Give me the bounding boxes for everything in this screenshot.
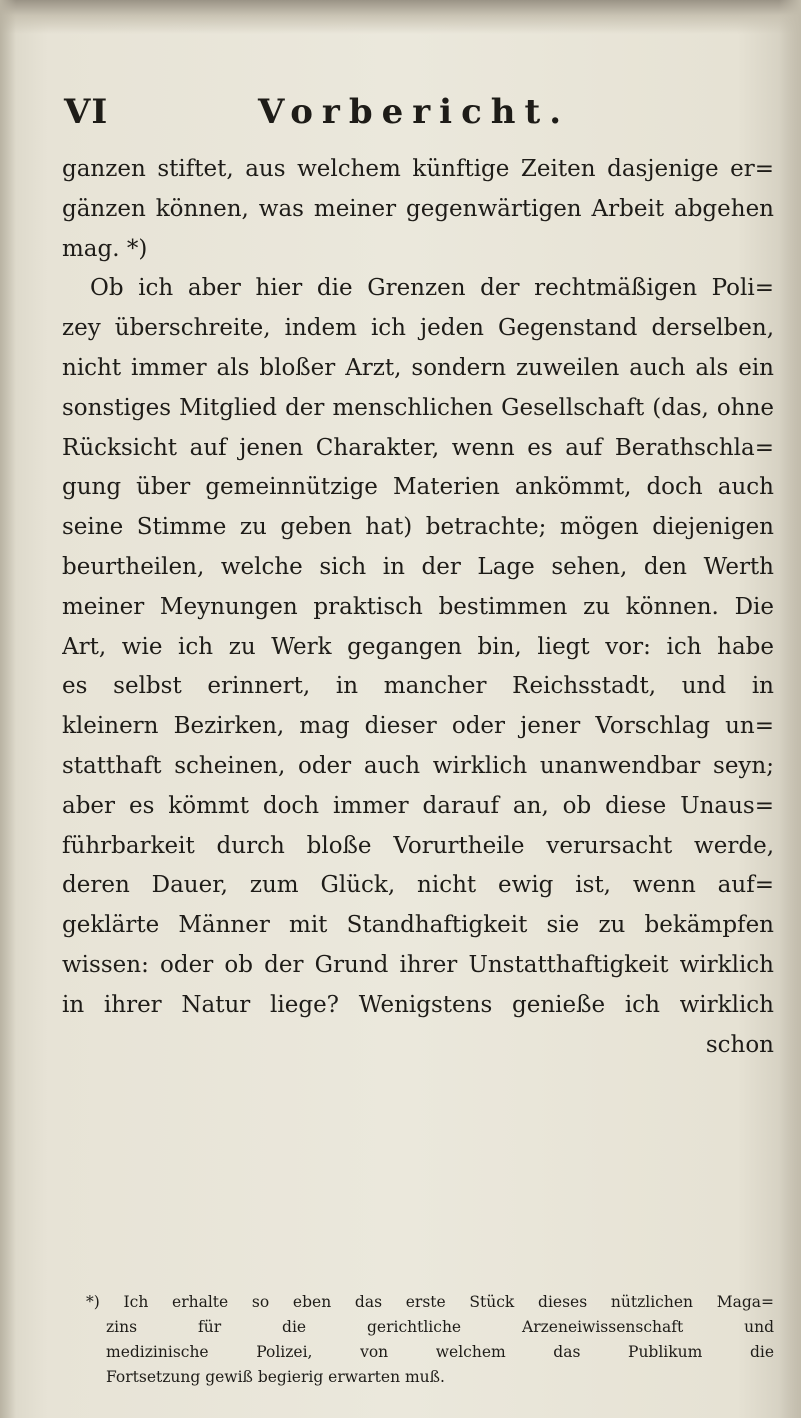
footnote-line: zins für die gerichtliche Arzeneiwissenschaft und: [106, 1318, 774, 1336]
text-line: Art, wie ich zu Werk gegangen bin, liegt vor: ich habe: [62, 633, 774, 660]
catchword: schon: [705, 1031, 774, 1058]
scan-right-edge: [779, 0, 801, 1418]
running-title: Vorbericht.: [258, 92, 571, 132]
footnote-line: *) Ich erhalte so eben das erste Stück dieses nützlichen Maga=: [86, 1293, 774, 1311]
text-line: beurtheilen, welche sich in der Lage sehen, den Werth: [62, 553, 774, 580]
text-line: kleinern Bezirken, mag dieser oder jener Vorschlag un=: [62, 713, 774, 740]
text-line: ganzen stiftet, aus welchem künftige Zeiten dasjenige er=: [62, 156, 774, 182]
footnote-line: medizinische Polizei, von welchem das Publikum die: [106, 1343, 774, 1361]
page-number: VI: [64, 92, 109, 132]
text-line: statthaft scheinen, oder auch wirklich unanwendbar seyn;: [62, 752, 774, 779]
text-line: geklärte Männer mit Standhaftigkeit sie zu bekämpfen: [62, 912, 774, 939]
text-line: in ihrer Natur liege? Wenigstens genieße ich wirklich: [62, 991, 774, 1018]
footnote-line: Fortsetzung gewiß begierig erwarten muß.: [106, 1368, 445, 1386]
text-line: nicht immer als bloßer Arzt, sondern zuweilen auch als ein: [62, 354, 774, 381]
text-line: gänzen können, was meiner gegenwärtigen Arbeit abgehen: [62, 195, 774, 222]
text-line: wissen: oder ob der Grund ihrer Unstatthaftigkeit wirklich: [62, 951, 774, 978]
text-line: es selbst erinnert, in mancher Reichsstadt, und in: [62, 673, 774, 700]
text-line: zey überschreite, indem ich jeden Gegenstand derselben,: [62, 315, 774, 342]
body-text: [62, 150, 774, 1065]
text-line: führbarkeit durch bloße Vorurtheile verursacht werde,: [62, 832, 774, 859]
text-line: Ob ich aber hier die Grenzen der rechtmäßigen Poli=: [90, 275, 774, 302]
text-line: deren Dauer, zum Glück, nicht ewig ist, wenn auf=: [62, 872, 774, 899]
text-line: gung über gemeinnützige Materien ankömmt, doch auch: [62, 474, 774, 501]
text-line: seine Stimme zu geben hat) betrachte; mögen diejenigen: [62, 514, 774, 541]
scan-left-edge: [0, 0, 16, 1418]
text-line: meiner Meynungen praktisch bestimmen zu können. Die: [62, 593, 774, 620]
text-line: mag. *): [62, 235, 148, 262]
text-line: Rücksicht auf jenen Charakter, wenn es auf Berathschla=: [62, 434, 774, 461]
scan-top-shadow: [0, 0, 801, 34]
text-line: sonstiges Mitglied der menschlichen Gesellschaft (das, ohne: [62, 394, 774, 421]
footnote: [86, 1290, 774, 1390]
text-line: aber es kömmt doch immer darauf an, ob diese Unaus=: [62, 792, 774, 819]
